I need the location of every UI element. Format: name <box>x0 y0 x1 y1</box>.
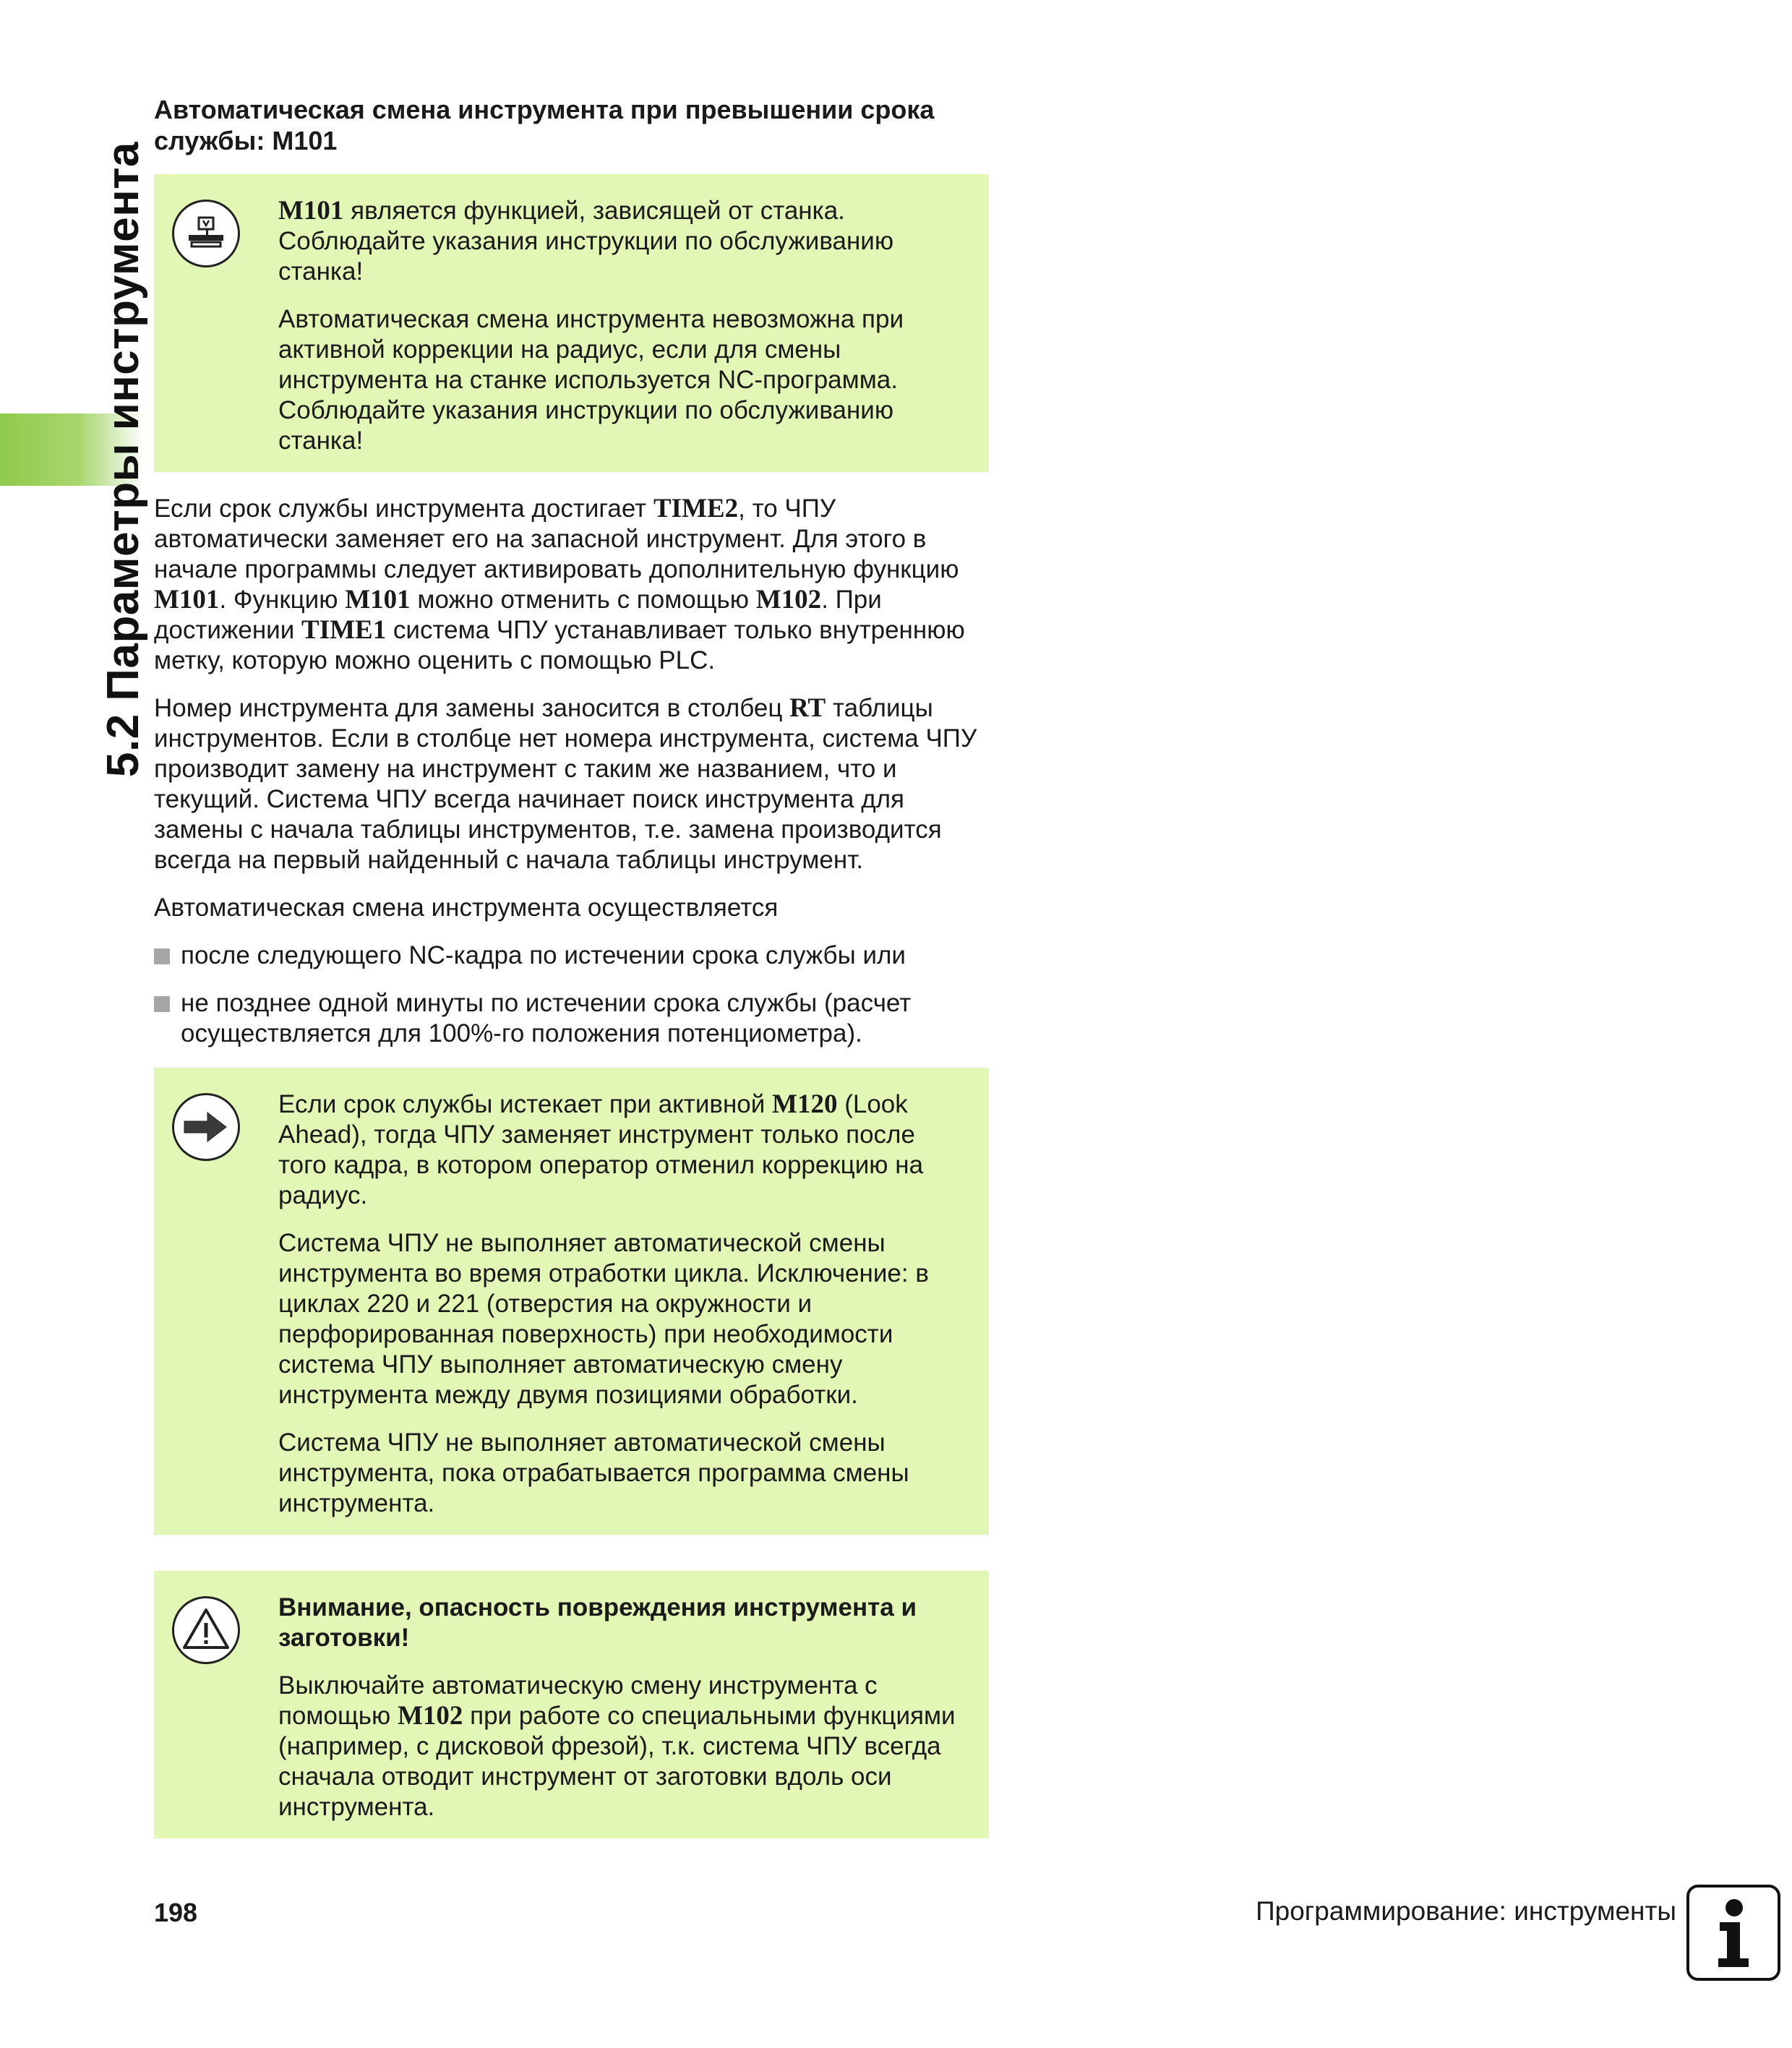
warning-icon <box>172 1596 240 1664</box>
machine-note-paragraph-1: M101 является функцией, зависящей от станка. Соблюдайте указания инструкции по обслуживанию станка! <box>278 196 894 286</box>
bullet-list <box>154 941 989 1049</box>
code-keyword: TIME1 <box>301 615 387 645</box>
info-note-paragraph-3: Система ЧПУ не выполняет автоматической смены инструмента, пока отрабатывается программа смены инструмента. <box>278 1428 909 1517</box>
info-note-paragraph-2: Система ЧПУ не выполняет автоматической смены инструмента во время отработки цикла. Исключение: в циклах 220 и 221 (отверстия на окружности и перфорированная поверхность) при необходимости система ЧПУ выполняет автоматическую смену инструмента между двумя позициями обработки. <box>278 1229 929 1409</box>
page-number: 198 <box>154 1898 198 1927</box>
section-heading: Автоматическая смена инструмента при превышении срока службы: M101 <box>154 95 935 155</box>
arrow-right-icon <box>172 1093 240 1161</box>
list-item <box>154 941 989 971</box>
code-keyword: M102 <box>397 1701 463 1731</box>
list-item-text: после следующего NC-кадра по истечении срока службы или <box>181 941 906 969</box>
chapter-title: 5.2 Параметры инструмента <box>98 141 148 777</box>
body-paragraph-2: Номер инструмента для замены заносится в столбец RT таблицы инструментов. Если в столбце нет номера инструмента, система ЧПУ производит замену на инструмент с таким же названием, что и текущий. Система ЧПУ всегда начинает поиск инструмента для замены с начала таблицы инструментов, т.е. замена производится всегда на первый найденный с начала таблицы инструмент. <box>154 693 977 874</box>
body-paragraph-1: Если срок службы инструмента достигает TIME2, то ЧПУ автоматически заменяет его на запасной инструмент. Для этого в начале программы следует активировать дополнительную функцию M101. Функцию M101 можно отменить с помощью M102. При достижении TIME1 система ЧПУ устанавливает только внутреннюю метку, которую можно оценить с помощью PLC. <box>154 494 965 674</box>
info-note-paragraph-1: Если срок службы истекает при активной M120 (Look Ahead), тогда ЧПУ заменяет инструмент только после того кадра, в котором оператор отменил коррекцию на радиус. <box>278 1089 924 1209</box>
machine-icon <box>172 200 240 267</box>
list-item-text: не позднее одной минуты по истечении срока службы (расчет осуществляется для 100%-го положения потенциометра). <box>181 989 912 1047</box>
code-keyword: RT <box>789 693 826 723</box>
footer-chapter-title: Программирование: инструменты <box>1256 1896 1676 1926</box>
info-note <box>154 1068 989 1535</box>
code-keyword: M101 <box>154 585 220 614</box>
body-paragraph-3: Автоматическая смена инструмента осуществляется <box>154 894 779 922</box>
machine-note-paragraph-2: Автоматическая смена инструмента невозможна при активной коррекции на радиус, если для смены инструмента на станке используется NC-программа. Соблюдайте указания инструкции по обслуживанию станка! <box>278 305 904 455</box>
warning-paragraph: Выключайте автоматическую смену инструмента с помощью M102 при работе со специальными функциями (например, с дисковой фрезой), т.к. система ЧПУ всегда сначала отводит инструмент от заготовки вдоль оси инструмента. <box>278 1671 956 1821</box>
machine-note <box>154 174 989 472</box>
list-item <box>154 988 989 1049</box>
code-keyword: M101 <box>345 585 411 614</box>
warning-title: Внимание, опасность повреждения инструмента и заготовки! <box>278 1593 917 1652</box>
page-content <box>154 94 989 1860</box>
code-keyword: M102 <box>755 585 822 614</box>
code-keyword: M101 <box>278 196 344 226</box>
warning-note <box>154 1571 989 1838</box>
info-icon <box>1686 1885 1780 1981</box>
bullet-square-icon <box>154 996 170 1012</box>
bullet-square-icon <box>154 948 170 964</box>
code-keyword: TIME2 <box>653 494 739 523</box>
code-keyword: M120 <box>772 1089 838 1119</box>
